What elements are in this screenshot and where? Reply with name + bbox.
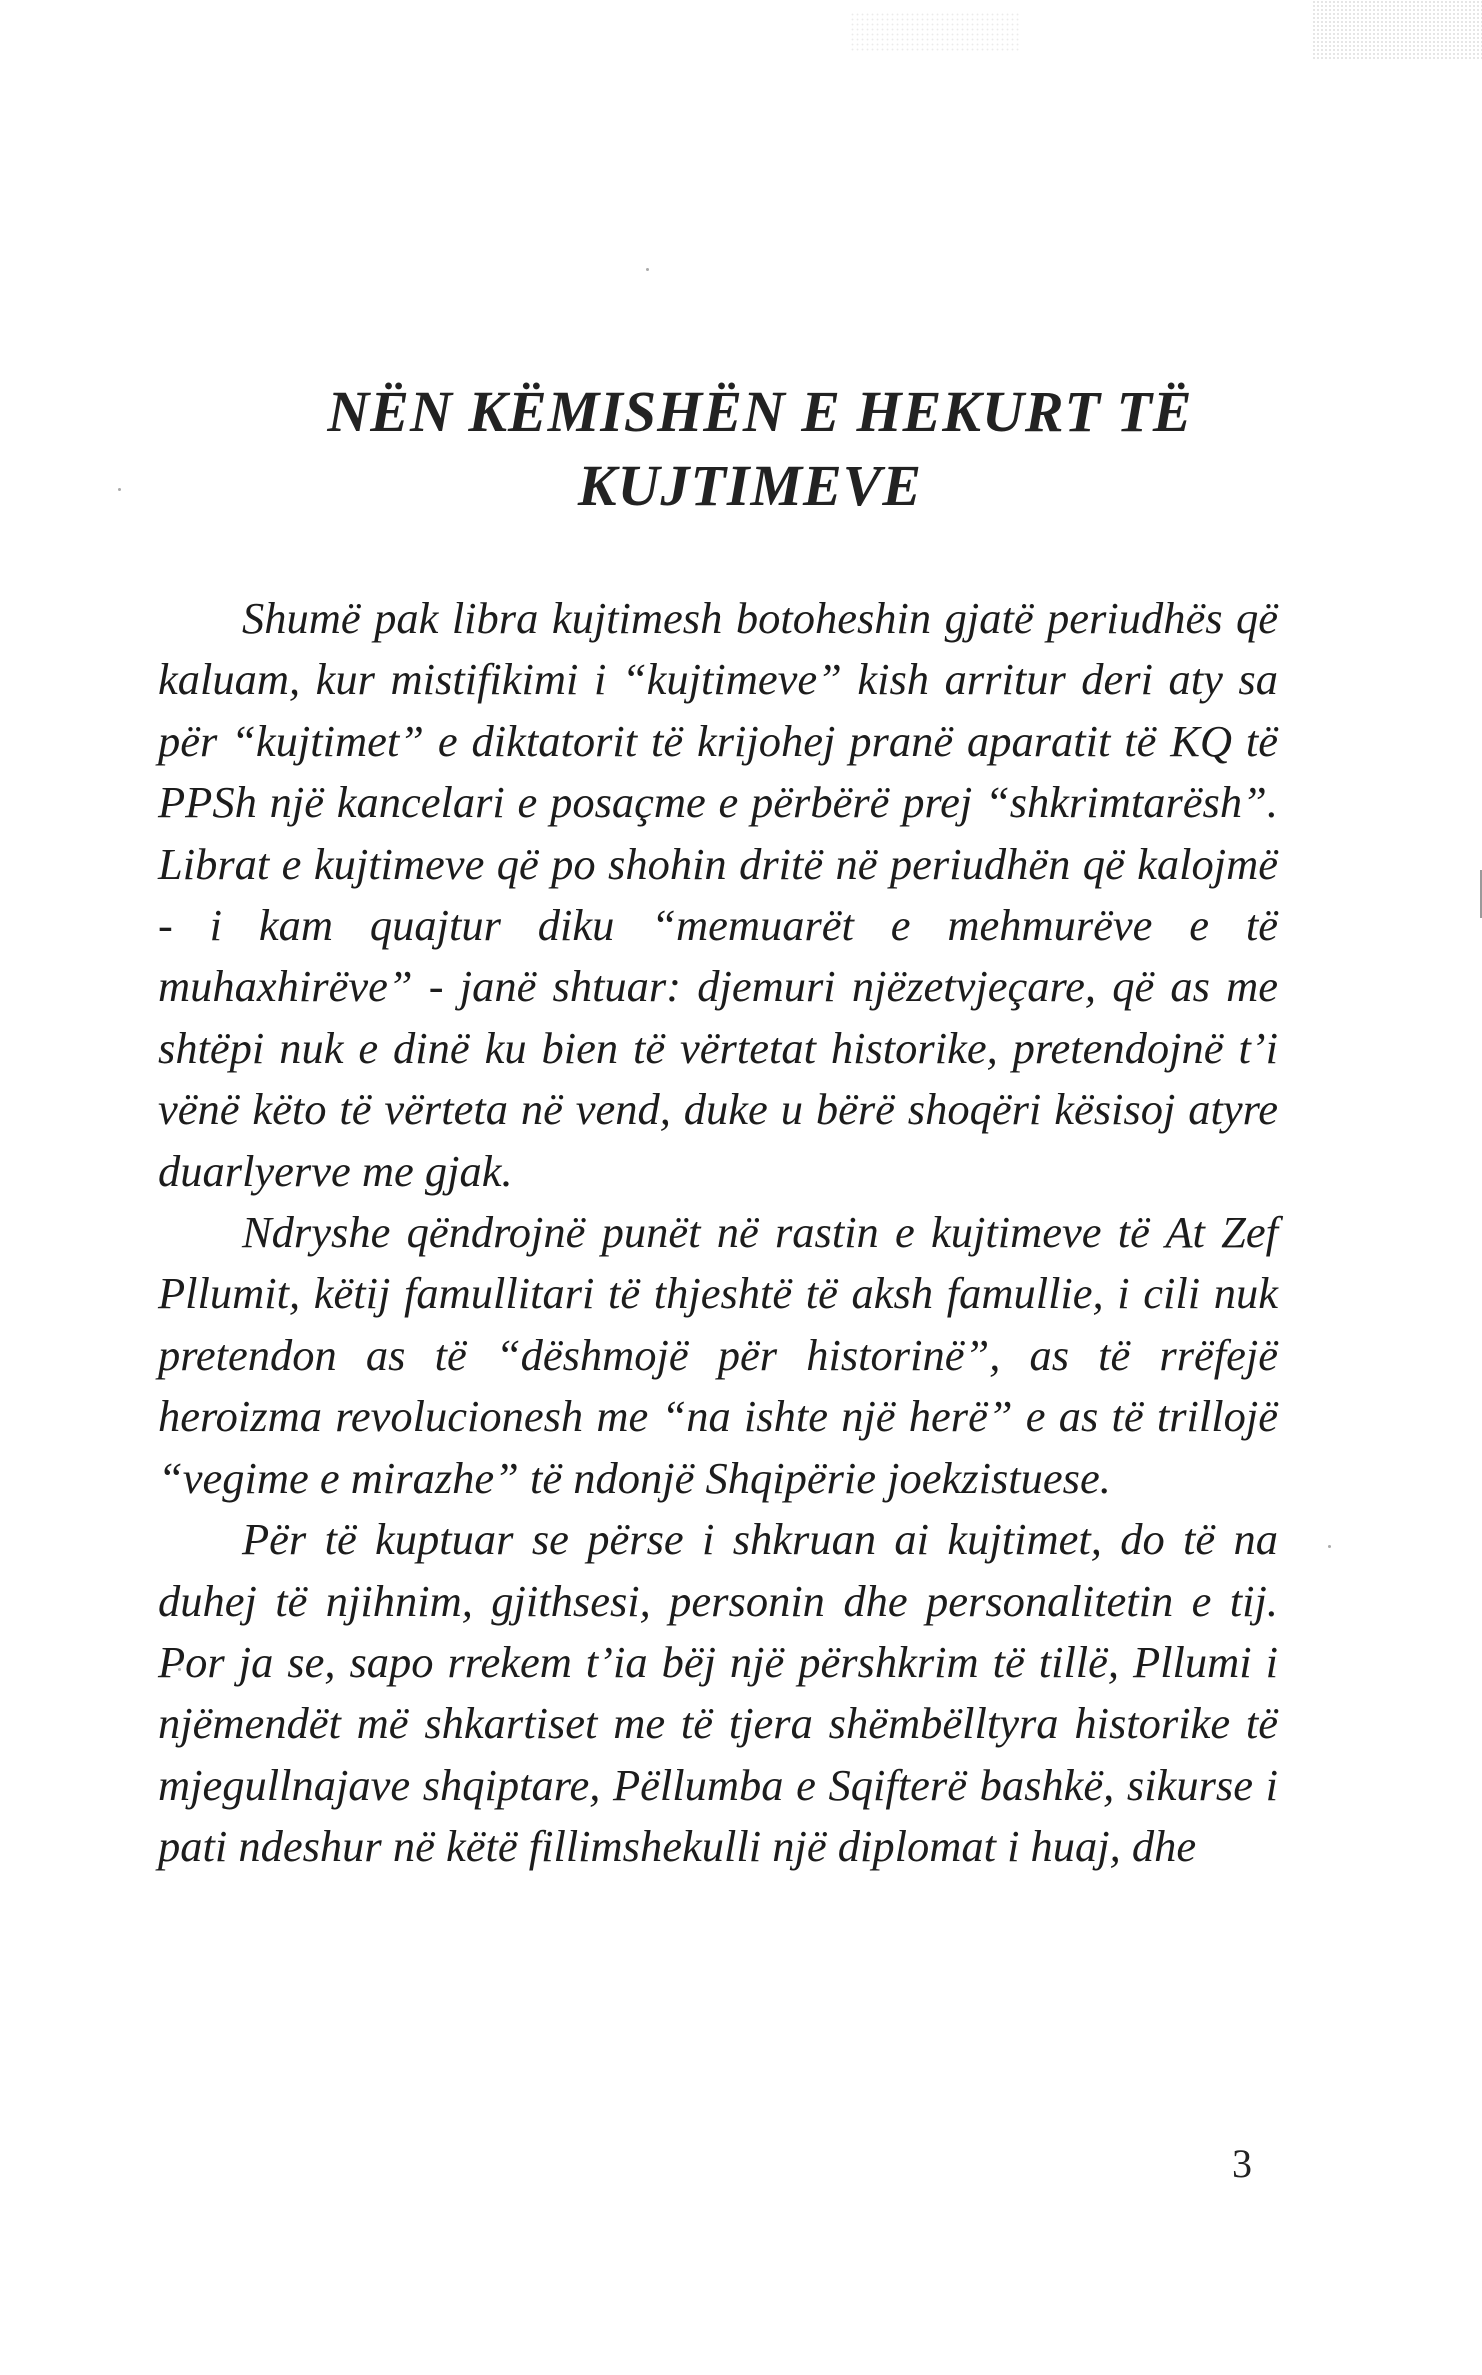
chapter-title-line-1: NËN KËMISHËN E HEKURT TË bbox=[327, 378, 1193, 444]
paragraph-1: Shumë pak libra kujtimesh botoheshin gjatë periudhës që kaluam, kur mistifikimi i “kujtimeve” kish arritur deri aty sa për “kujtimet” e diktatorit të krijohej pranë aparatit të KQ të PPSh një kancelari e posaçme e përbërë prej “shkrimtarësh”. Librat e kujtimeve që po shohin dritë në periudhën që kalojmë - i kam quajtur diku “memuarët e mehmurëve e të muhaxhirëve” - janë shtuar: djemuri njëzetvjeçare, që as me shtëpi nuk e dinë ku bien të vërtetat historike, pretendojnë t’i vënë këto të vërteta në vend, duke u bërë shoqëri kësisoj atyre duarlyerve me gjak. bbox=[158, 593, 1278, 1196]
scan-dot bbox=[646, 268, 649, 271]
body-text bbox=[158, 588, 1278, 1878]
chapter-title bbox=[150, 375, 1350, 523]
scan-speckle bbox=[1312, 0, 1482, 60]
chapter-title-line-2: KUJTIMEVE bbox=[577, 452, 923, 518]
paragraph-2: Ndryshe qëndrojnë punët në rastin e kujtimeve të At Zef Pllumit, këtij famullitari të thjeshtë të aksh famullie, i cili nuk pretendon as të “dëshmojë për historinë”, as të rrëfejë heroizma revolucionesh me “na ishte një herë” e as të trillojë “vegime e mirazhe” të ndonjë Shqipërie joekzistuese. bbox=[158, 1207, 1278, 1503]
paragraph-3: Për të kuptuar se përse i shkruan ai kujtimet, do të na duhej të njihnim, gjithsesi, personin dhe personalitetin e tij. Por ja se, sapo rrekem t’ia bëj një përshkrim të tillë, Pllumi i njëmendët më shkartiset me të tjera shëmbëlltyra historike të mjegullnajave shqiptare, Pëllumba e Sqifterë bashkë, sikurse i pati ndeshur në këtë fillimshekulli një diplomat i huaj, dhe bbox=[158, 1514, 1278, 1872]
page-number: 3 bbox=[1232, 2141, 1252, 2186]
scan-dot bbox=[1328, 1545, 1331, 1548]
scan-dot bbox=[118, 488, 121, 491]
scan-speckle bbox=[850, 12, 1020, 52]
